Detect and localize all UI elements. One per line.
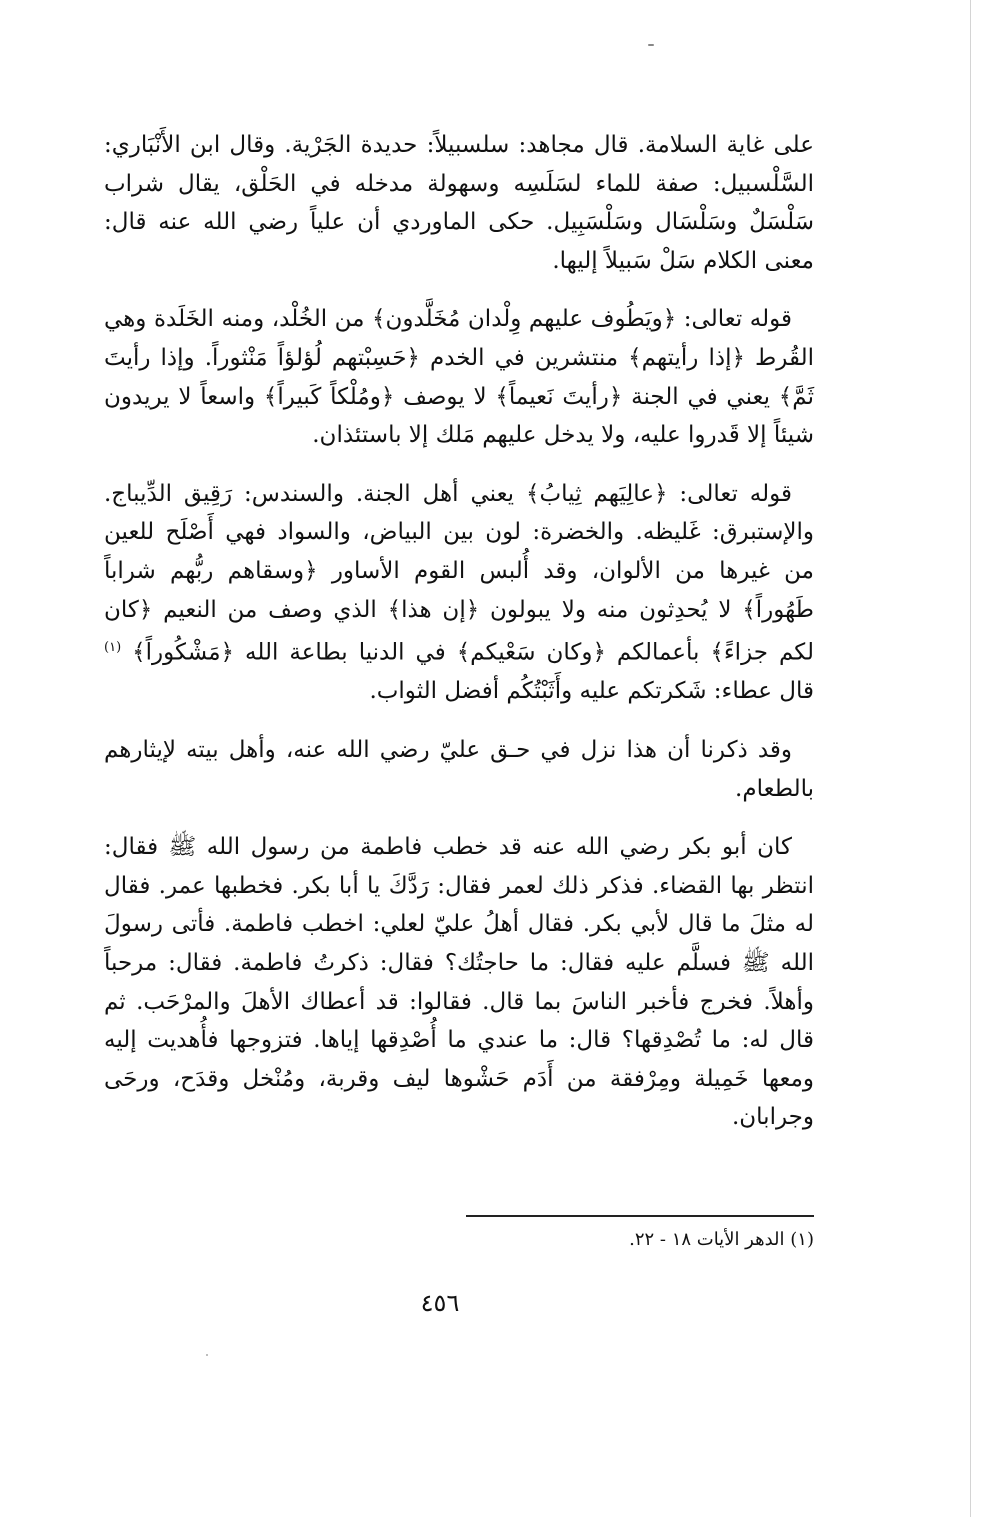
scan-speck	[648, 44, 654, 46]
paragraph-3-tail: قال عطاء: شَكرتكم عليه وأَثَبْتُكُم أفضل الثواب.	[369, 678, 814, 705]
main-text	[104, 126, 814, 1157]
page-number: ٤٥٦	[420, 1289, 460, 1317]
footnote-divider	[466, 1215, 814, 1217]
paragraph-2: قوله تعالى: ﴿ويَطُوف عليهم وِلْدان مُخَلَّدون﴾ من الخُلْد، ومنه الخَلَدة وهي القُرط ﴿إذا رأيتهم﴾ منتشرين في الخدم ﴿حَسِبْتهم لُؤلؤاً مَنْثوراً. وإذا رأيتَ ثَمَّ﴾ يعني في الجنة ﴿رأيتَ نَعيماً﴾ لا يوصف ﴿ومُلْكاً كَبيراً﴾ واسعاً لا يريدون شيئاً إلا قَدروا عليه، ولا يدخل عليهم مَلك إلا باستئذان.	[104, 306, 814, 449]
footnote: (١) الدهر الأيات ١٨ - ٢٢.	[629, 1229, 814, 1250]
paragraph-4: وقد ذكرنا أن هذا نزل في حـق عليّ رضي الله عنه، وأهل بيته لإيثارهم بالطعام.	[104, 736, 814, 802]
paragraph-1: على غاية السلامة. قال مجاهد: سلسبيلاً: حديدة الجَرْية. وقال ابن الأَنْبَاري: السَّلْسبيل: صفة للماء لسَلَسِه وسهولة مدخله في الحَلْق، يقال شراب سَلْسَلٌ وسَلْسَال وسَلْسَبِيل. حكى الماوردي أن علياً رضي الله عنه قال: معنى الكلام سَلْ سَبيلاً إليها.	[104, 132, 814, 274]
paragraph-3	[104, 475, 814, 711]
footnote-marker: (١)	[104, 640, 122, 656]
paragraph-5: كان أبو بكر رضي الله عنه قد خطب فاطمة من رسول الله ﷺ فقال: انتظر بها القضاء. فذكر ذلك لعمر فقال: رَدَّكَ يا أبا بكر. فخطبها عمر. فقال له مثلَ ما قال لأبي بكر. فقال أهلُ عليّ لعلي: اخطب فاطمة. فأتى رسولَ الله ﷺ فسلَّم عليه فقال: ما حاجتُك؟ فقال: ذكرتُ فاطمة. فقال: مرحباً وأهلاً. فخرج فأخبر الناسَ بما قال. فقالوا: قد أعطاك الأهلَ والمرْحَب. ثم قال له: ما تُصْدِقها؟ قال: ما عندي ما أُصْدِقها إياها. فتزوجها فأُهديت إليه ومعها خَمِيلة ومِرْفقة من أَدَم حَشْوها ليف وقربة، ومُنْخل وقدَح، ورحَى وجرابان.	[104, 834, 814, 1131]
paragraph-3-body: قوله تعالى: ﴿عالِيَهم ثِيابُ﴾ يعني أهل الجنة. والسندس: رَقِيق الدِّيباج. والإستبرق: غَليظه. والخضرة: لون بين البياض، والسواد فهي أَصْلَح للعين من غيرها من الألوان، وقد أُلبس القوم الأساور ﴿وسقاهم ربُّهم شراباً طَهُوراً﴾ لا يُحدِثون منه ولا يبولون ﴿إن هذا﴾ الذي وصف من النعيم ﴿كان لكم جزاءً﴾ بأعمالكم ﴿وكان سَعْيكم﴾ في الدنيا بطاعة الله ﴿مَشْكُوراً﴾	[104, 480, 815, 666]
scan-edge-line	[970, 0, 971, 1517]
scan-speck	[206, 1354, 208, 1356]
